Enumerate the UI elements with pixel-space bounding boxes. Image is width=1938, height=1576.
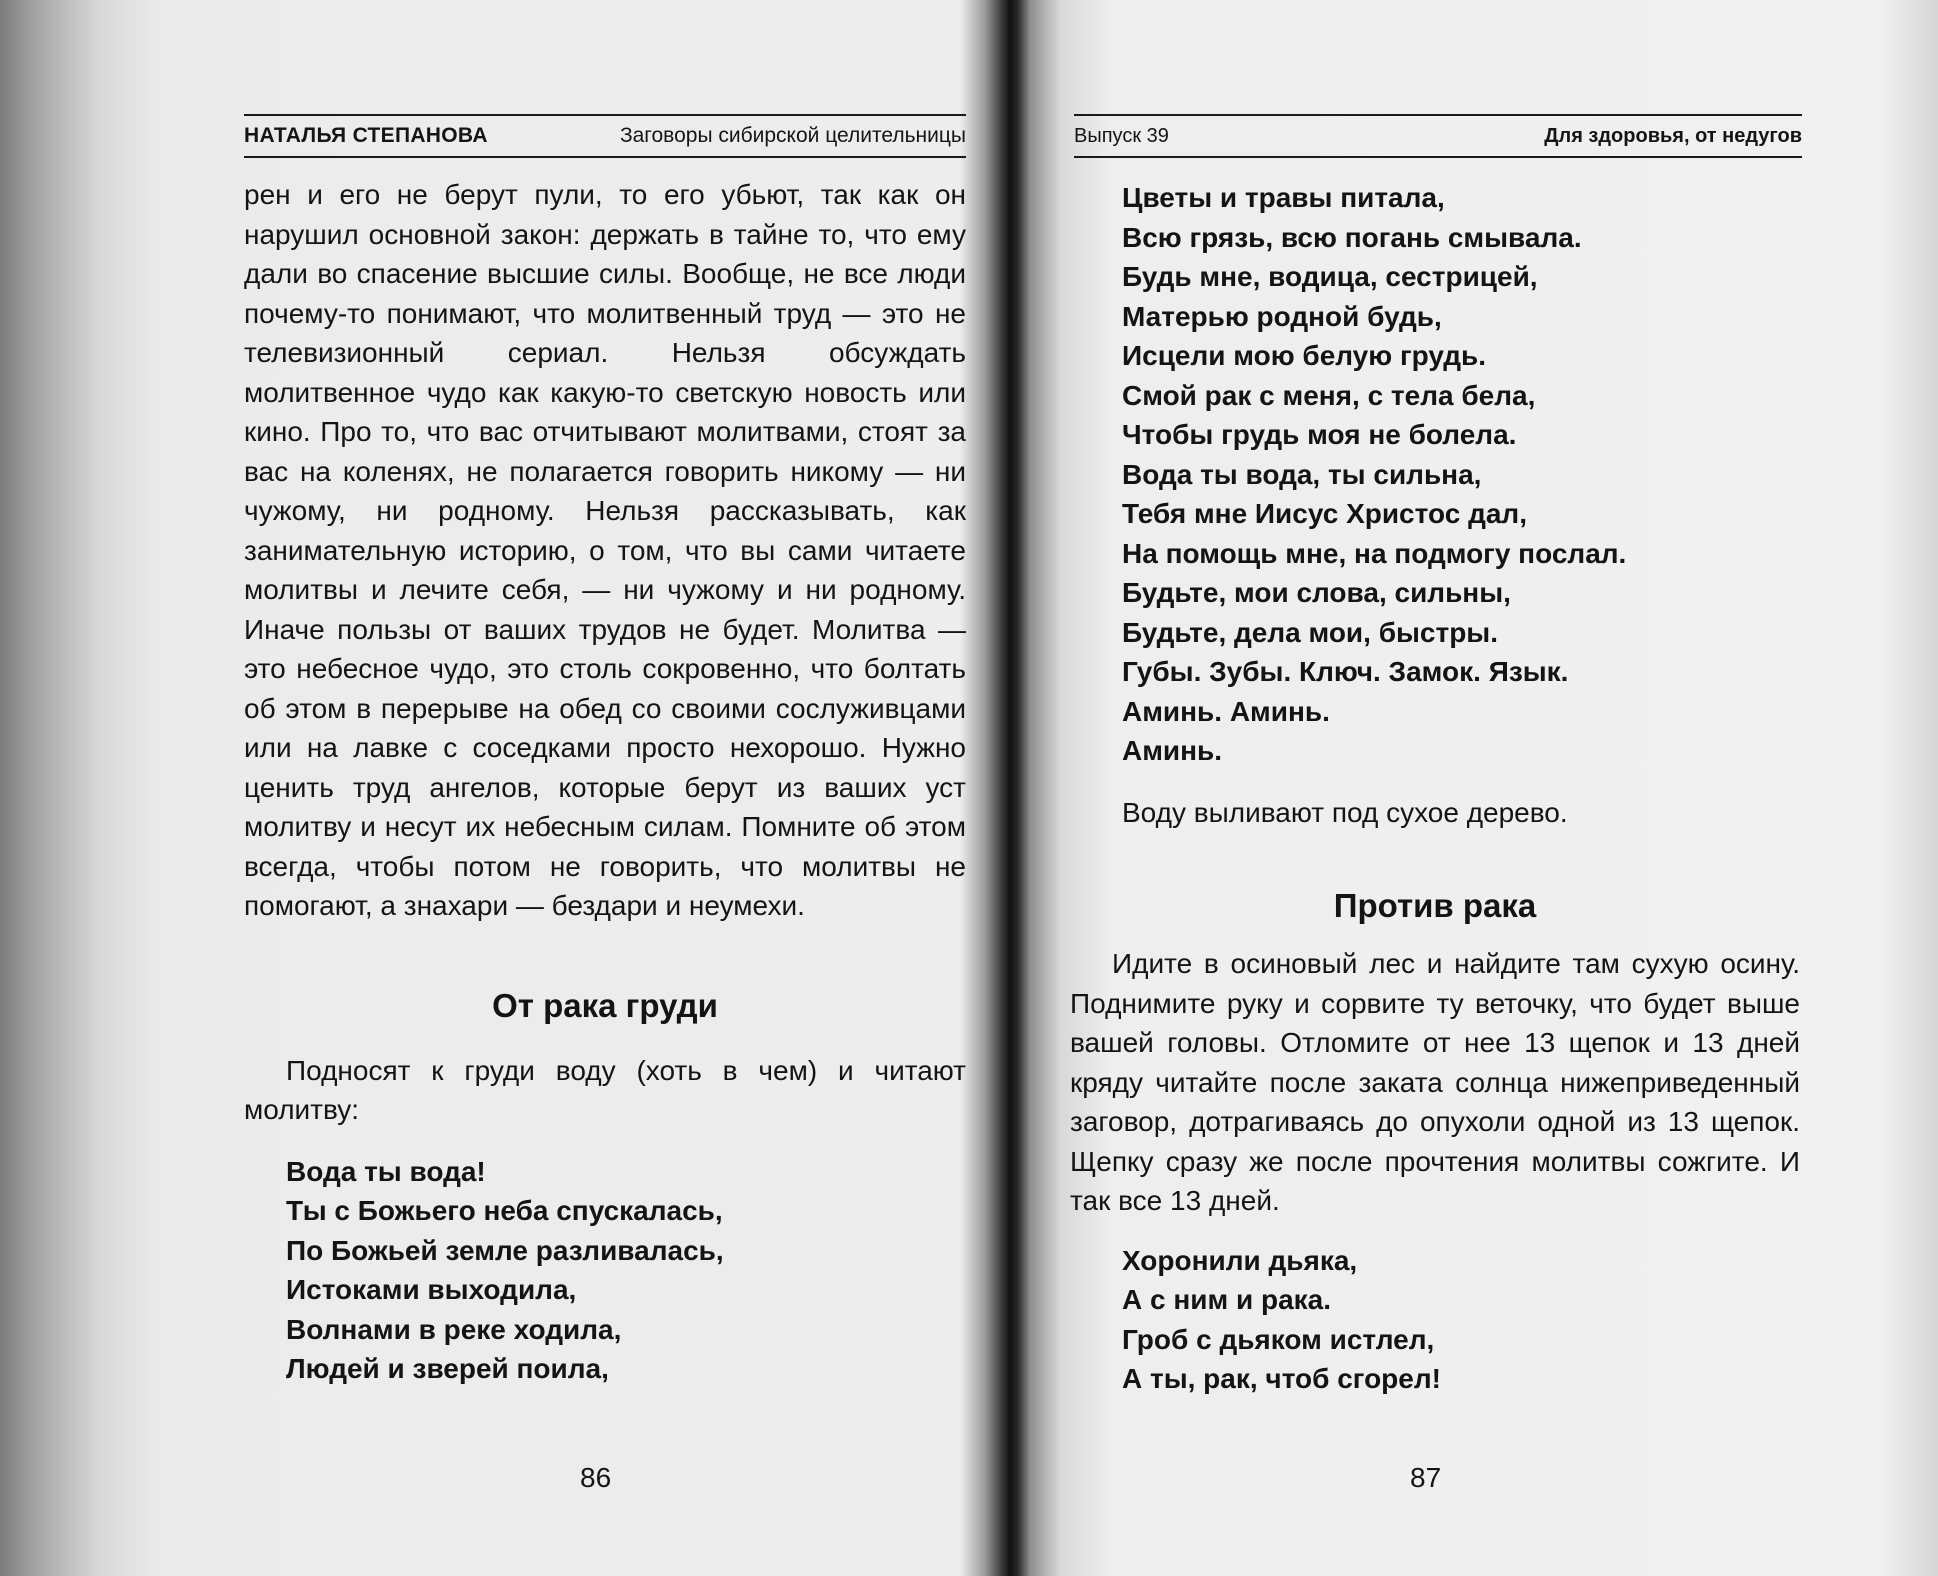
verse-line: Смой рак с меня, с тела бела, — [1122, 379, 1536, 411]
verse-line: Волнами в реке ходила, — [286, 1313, 622, 1345]
instruction-text: Воду выливают под сухое дерево. — [1122, 796, 1568, 828]
verse-line: Вода ты вода! — [286, 1155, 486, 1187]
verse-line: А с ним и рака. — [1122, 1284, 1332, 1315]
verse-line: Исцели мою белую грудь. — [1122, 340, 1486, 371]
verse-block-continued — [1070, 178, 1800, 771]
section-title-breast-cancer: От рака груди — [492, 986, 718, 1024]
verse-line: Чтобы грудь моя не болела. — [1122, 419, 1517, 450]
verse-line: Всю грязь, всю погань смывала. — [1122, 221, 1582, 253]
author-name: НАТАЛЬЯ СТЕПАНОВА — [244, 124, 488, 147]
left-page-body — [244, 175, 966, 1389]
verse-block — [244, 1152, 966, 1389]
right-page-body — [1070, 178, 1800, 1399]
right-running-header — [1074, 114, 1802, 158]
verse-line: Будь мне, водица, сестрицей, — [1122, 261, 1538, 292]
page-number: 87 — [1410, 1462, 1442, 1493]
verse-line: Истоками выходила, — [286, 1274, 577, 1305]
book-title: Заговоры сибирской целительницы — [619, 124, 966, 147]
verse-line: Тебя мне Иисус Христос дал, — [1122, 498, 1527, 529]
page-number: 86 — [580, 1462, 612, 1493]
verse-line: Губы. Зубы. Ключ. Замок. Язык. — [1122, 656, 1569, 687]
issue-number: Выпуск 39 — [1074, 124, 1169, 147]
verse-line: А ты, рак, чтоб сгорел! — [1122, 1363, 1441, 1394]
verse-line: Будьте, дела мои, быстры. — [1122, 616, 1498, 648]
verse-line: По Божьей земле разливалась, — [286, 1234, 724, 1266]
verse-block-2 — [1070, 1241, 1800, 1399]
verse-line: Людей и зверей поила, — [286, 1353, 609, 1384]
verse-line: На помощь мне, на подмогу послал. — [1122, 537, 1627, 569]
paragraph-aspen-ritual: Идите в осиновый лес и найдите там сухую осину. Поднимите руку и сорвите ту веточку, что будет выше вашей головы. Отломите от нее 13 щепок и 13 дней кряду читайте после заката солнца нижеприведенный заговор, дотрагиваясь до опухоли одной из 13 щепок. Щепку сразу же после прочтения молитвы сожгите. И так все 13 дней. — [1070, 948, 1800, 1216]
verse-line: Будьте, мои слова, сильны, — [1122, 577, 1511, 608]
section-name: Для здоровья, от недугов — [1544, 124, 1802, 147]
right-page — [1010, 0, 1938, 1576]
verse-line: Аминь. — [1122, 735, 1223, 766]
verse-line: Хоронили дьяка, — [1122, 1244, 1358, 1276]
verse-line: Вода ты вода, ты сильна, — [1122, 458, 1482, 490]
verse-line: Матерью родной будь, — [1122, 300, 1442, 332]
verse-line: Цветы и травы питала, — [1122, 182, 1445, 213]
verse-line: Ты с Божьего неба спускалась, — [286, 1195, 723, 1226]
verse-line: Гроб с дьяком истлел, — [1122, 1323, 1435, 1355]
paragraph-intro: рен и его не берут пули, то его убьют, так как он нарушил основной закон: держать в тайне то, что ему дали во спасение высшие силы. Вообще, не все люди почему-то понимают, что молитвенный труд — это не телевизионный сериал. Нельзя обсуждать молитвенное чудо как какую-то светскую новость или кино. Про то, что вас отчитывают молитвами, стоят за вас на коленях, не полагается говорить никому — ни чужому, ни родному. Нельзя рассказывать, как занимательную историю, о том, что вы сами читаете молитвы и лечите себя, — ни чужому и ни родному. Иначе пользы от ваших трудов не будет. Молитва — это небесное чудо, это столь сокровенно, что болтать об этом в перерыве на обед со своими сослуживцами или на лавке с соседками просто нехорошо. Нужно ценить труд ангелов, которые берут из ваших уст молитву и несут их небесным силам. Помните об этом всегда, чтобы потом не говорить, что молитвы не помогают, а знахари — бездари и неумехи. — [244, 179, 966, 921]
left-running-header — [244, 114, 966, 158]
paragraph-instructions: Подносят к груди воду (хоть в чем) и читают молитву: — [244, 1054, 966, 1125]
verse-line: Аминь. Аминь. — [1122, 695, 1330, 727]
section-title-against-cancer: Против рака — [1333, 887, 1537, 924]
